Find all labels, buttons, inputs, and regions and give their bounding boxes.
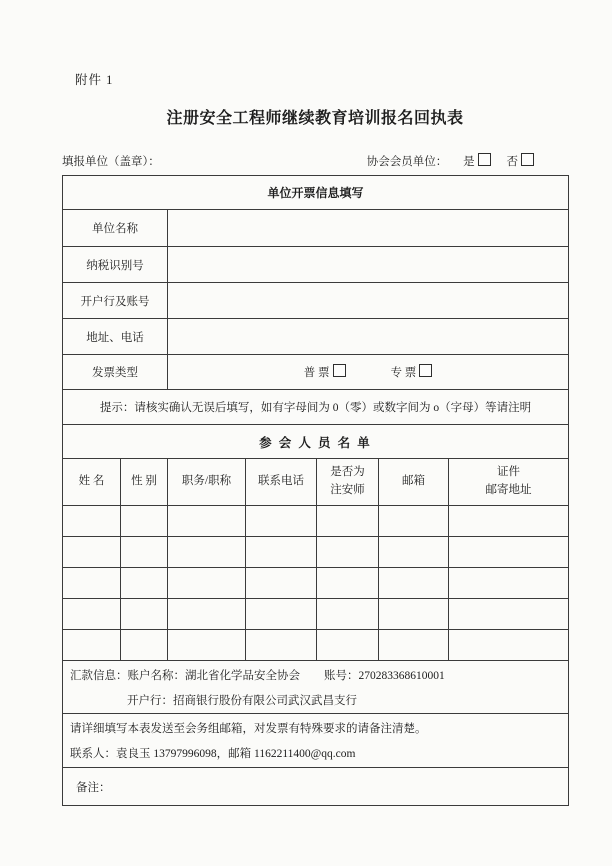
ordinary-invoice-checkbox	[333, 364, 346, 377]
pre-table-row	[62, 153, 568, 169]
tax-id-label: 纳税识别号	[63, 247, 168, 283]
unit-name-label: 单位名称	[63, 210, 168, 247]
member-yes-option	[463, 156, 491, 168]
participant-empty-cell	[246, 537, 317, 568]
participant-empty-cell	[63, 537, 121, 568]
participant-empty-cell	[63, 568, 121, 599]
participant-empty-cell	[317, 506, 379, 537]
col-header-phone-text: 联系电话	[258, 475, 304, 488]
col-header-phone	[246, 459, 317, 506]
col-header-name	[63, 459, 121, 506]
remark-row	[63, 768, 569, 806]
member-no-option	[507, 156, 535, 168]
participant-empty-cell	[379, 630, 449, 661]
account-name: 湖北省化学品安全协会	[185, 669, 300, 682]
invoice-type-label: 发票类型	[63, 355, 168, 390]
col-header-email	[379, 459, 449, 506]
bank-label: 开户行：	[127, 694, 173, 707]
attachment-label: 附件 1	[75, 73, 114, 87]
member-unit-block	[367, 153, 534, 169]
col-header-gender-text: 性 别	[131, 475, 157, 488]
member-no-checkbox	[521, 153, 534, 166]
participant-empty-cell	[168, 630, 246, 661]
participant-empty-cell	[121, 568, 168, 599]
col-header-mailing-line2: 邮寄地址	[485, 484, 532, 496]
participant-empty-cell	[168, 537, 246, 568]
special-invoice-checkbox	[419, 364, 432, 377]
bank-account-label: 开户行及账号	[63, 283, 168, 319]
col-header-position-text: 职务/职称	[181, 475, 232, 488]
ordinary-invoice-option	[304, 364, 346, 380]
invoice-section-header: 单位开票信息填写	[63, 176, 569, 210]
invoice-type-row	[63, 355, 569, 390]
invoice-type-options	[168, 355, 569, 390]
account-no: 270283368610001	[358, 669, 445, 682]
col-header-mailing-address	[449, 459, 569, 506]
form-table	[62, 175, 569, 806]
participant-empty-cell	[246, 630, 317, 661]
account-no-label: 账号：	[324, 669, 359, 682]
participant-empty-cell	[449, 599, 569, 630]
participant-empty-cell	[121, 630, 168, 661]
special-invoice-label: 专 票	[390, 367, 417, 379]
participants-section-header: 参 会 人 员 名 单	[63, 425, 569, 459]
participant-empty-cell	[449, 506, 569, 537]
participant-empty-row	[63, 568, 569, 599]
participant-empty-cell	[246, 506, 317, 537]
address-phone-label: 地址、电话	[63, 319, 168, 355]
col-header-certified-line2: 注安师	[330, 484, 365, 496]
special-invoice-option	[390, 364, 432, 380]
col-header-certified	[317, 459, 379, 506]
tip-text: 提示：请核实确认无误后填写，如有字母间为 0（零）或数字间为 o（字母）等请注明	[63, 390, 569, 425]
participant-empty-cell	[121, 537, 168, 568]
participant-empty-cell	[246, 599, 317, 630]
participant-empty-cell	[379, 506, 449, 537]
participant-empty-cell	[63, 630, 121, 661]
remittance-prefix: 汇款信息：	[70, 669, 128, 682]
remittance-line2	[63, 692, 568, 708]
remittance-cell	[63, 661, 569, 714]
remittance-line1	[63, 667, 568, 683]
member-no-label: 否	[506, 156, 518, 168]
participant-empty-cell	[63, 506, 121, 537]
ordinary-invoice-label: 普 票	[303, 367, 330, 379]
remittance-row	[63, 661, 569, 714]
member-yes-checkbox	[478, 153, 491, 166]
participant-empty-cell	[168, 568, 246, 599]
invoice-section-header-row	[63, 176, 569, 210]
participant-empty-cell	[379, 537, 449, 568]
participant-empty-row	[63, 599, 569, 630]
participant-empty-row	[63, 537, 569, 568]
participant-empty-cell	[317, 630, 379, 661]
member-yes-label: 是	[463, 156, 475, 168]
col-header-position	[168, 459, 246, 506]
contact-phone: 13797996098	[153, 748, 217, 760]
participant-empty-row	[63, 630, 569, 661]
col-header-gender	[121, 459, 168, 506]
remark-cell	[63, 768, 569, 806]
participants-empty-body	[63, 506, 569, 661]
participant-empty-cell	[246, 568, 317, 599]
address-phone-value	[168, 319, 569, 355]
bank-account-value	[168, 283, 569, 319]
participant-empty-row	[63, 506, 569, 537]
contact-line	[63, 745, 568, 761]
col-header-certified-line1: 是否为	[330, 466, 365, 479]
contact-name: 袁良玉	[116, 748, 151, 760]
participant-empty-cell	[379, 568, 449, 599]
participant-empty-cell	[449, 537, 569, 568]
member-unit-label: 协会会员单位：	[366, 156, 448, 168]
participant-empty-cell	[168, 599, 246, 630]
col-header-email-text: 邮箱	[402, 475, 425, 488]
participant-empty-cell	[317, 599, 379, 630]
unit-name-value	[168, 210, 569, 247]
participant-empty-cell	[449, 630, 569, 661]
participant-empty-cell	[379, 599, 449, 630]
col-header-mailing-line1: 证件	[497, 466, 520, 479]
participants-section-header-row	[63, 425, 569, 459]
tax-id-value	[168, 247, 569, 283]
page-title: 注册安全工程师继续教育培训报名回执表	[166, 110, 464, 127]
participants-column-header-row	[63, 459, 569, 506]
contact-label: 联系人：	[70, 748, 116, 760]
remark-label: 备注：	[76, 781, 111, 794]
bank-name: 招商银行股份有限公司武汉武昌支行	[173, 694, 357, 707]
participant-empty-cell	[121, 599, 168, 630]
contact-email-label: 邮箱	[228, 748, 254, 760]
participant-empty-cell	[317, 568, 379, 599]
instruction-text: 请详细填写本表发送至会务组邮箱，对发票有特殊要求的请备注清楚。	[70, 723, 427, 735]
participant-empty-cell	[168, 506, 246, 537]
participant-empty-cell	[121, 506, 168, 537]
instruction-cell	[63, 714, 569, 768]
invoice-row-tax-id	[63, 247, 569, 283]
invoice-row-bank-account	[63, 283, 569, 319]
col-header-name-text: 姓 名	[78, 475, 105, 488]
contact-separator: ，	[216, 748, 229, 760]
tip-row	[63, 390, 569, 425]
fill-unit-label: 填报单位（盖章）：	[62, 156, 160, 168]
invoice-row-address-phone	[63, 319, 569, 355]
participant-empty-cell	[63, 599, 121, 630]
participant-empty-cell	[449, 568, 569, 599]
contact-email: 1162211400@qq.com	[254, 748, 356, 760]
invoice-row-unit-name	[63, 210, 569, 247]
account-name-label: 账户名称：	[127, 669, 185, 682]
instruction-row	[63, 714, 569, 768]
participant-empty-cell	[317, 537, 379, 568]
